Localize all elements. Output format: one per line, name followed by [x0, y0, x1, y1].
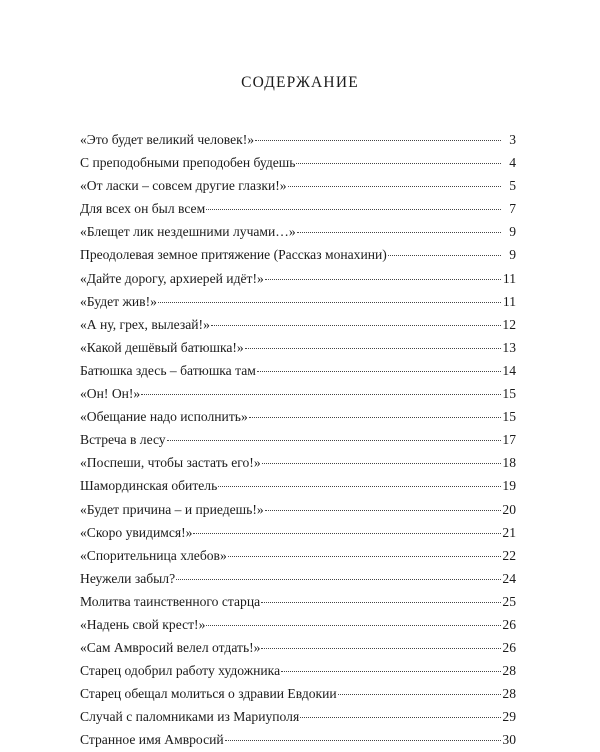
toc-entry-title: «Спорительница хлебов»: [80, 547, 227, 563]
toc-entry-page-number: 15: [502, 409, 516, 425]
toc-entry-title: «Он! Он!»: [80, 386, 141, 402]
toc-entry: [80, 613, 516, 636]
toc-entry: [80, 220, 516, 243]
toc-entry-page-number: 26: [502, 616, 516, 632]
toc-entry: [80, 336, 516, 359]
dot-leader: [265, 278, 501, 280]
toc-entry: [80, 243, 516, 266]
toc-entry-page-number: 28: [502, 663, 516, 679]
toc-entry-page-number: 30: [502, 732, 516, 748]
dot-leader: [225, 739, 501, 741]
dot-leader: [167, 439, 501, 441]
dot-leader: [158, 301, 501, 303]
toc-entry: [80, 521, 516, 544]
dot-leader: [281, 670, 501, 672]
toc-entry-page-number: 25: [502, 593, 516, 609]
dot-leader: [297, 231, 501, 233]
toc-entry-page-number: 13: [502, 339, 516, 355]
toc-entry-title: «От ласки – совсем другие глазки!»: [80, 178, 287, 194]
toc-entry: [80, 659, 516, 682]
toc-entry-title: Для всех он был всем: [80, 201, 206, 217]
toc-entry: [80, 428, 516, 451]
dot-leader: [211, 324, 501, 326]
toc-entry-page-number: 19: [502, 478, 516, 494]
toc-entry-page-number: 26: [502, 640, 516, 656]
toc-entry-title: Неужели забыл?: [80, 570, 176, 586]
toc-entry-page-number: 29: [502, 709, 516, 725]
toc-entry-title: «Сам Амвросий велел отдать!»: [80, 640, 261, 656]
toc-entry-title: «Надень свой крест!»: [80, 616, 206, 632]
toc-entry-page-number: 4: [509, 155, 516, 171]
dot-leader: [206, 208, 501, 210]
toc-entry-page-number: 12: [502, 316, 516, 332]
toc-entry-title: «Блещет лик нездешними лучами…»: [80, 224, 296, 240]
dot-leader: [261, 601, 501, 603]
page-title: СОДЕРЖАНИЕ: [241, 74, 359, 91]
toc-entry-page-number: 15: [502, 386, 516, 402]
toc-entry-title: «Обещание надо исполнить»: [80, 409, 248, 425]
dot-leader: [176, 578, 501, 580]
toc-entry-title: «Будет причина – и приедешь!»: [80, 501, 264, 517]
toc-entry-page-number: 9: [509, 224, 516, 240]
toc-entry-page-number: 9: [509, 247, 516, 263]
toc-entry-title: Старец обещал молиться о здравии Евдокии: [80, 686, 337, 702]
toc-entry-page-number: 24: [502, 570, 516, 586]
toc-entry-page-number: 7: [509, 201, 516, 217]
toc-entry-title: С преподобными преподобен будешь: [80, 155, 296, 171]
toc-entry-page-number: 14: [502, 362, 516, 378]
toc-entry-title: Встреча в лесу: [80, 432, 166, 448]
dot-leader: [193, 532, 501, 534]
toc-entry: [80, 567, 516, 590]
toc-entry-title: «Поспеши, чтобы застать его!»: [80, 455, 261, 471]
dot-leader: [338, 693, 501, 695]
toc-entry: [80, 174, 516, 197]
dot-leader: [388, 254, 501, 256]
toc-entry-title: «Какой дешёвый батюшка!»: [80, 339, 244, 355]
toc-entry: [80, 290, 516, 313]
dot-leader: [255, 139, 501, 141]
toc-entry: [80, 359, 516, 382]
dot-leader: [300, 716, 501, 718]
toc-entry: [80, 474, 516, 497]
toc-entry: [80, 682, 516, 705]
toc-entry: [80, 382, 516, 405]
toc-entry-page-number: 21: [502, 524, 516, 540]
toc-entry-page-number: 28: [502, 686, 516, 702]
toc-entry-title: «Дайте дорогу, архиерей идёт!»: [80, 270, 264, 286]
toc-entry: [80, 590, 516, 613]
toc-entry: [80, 405, 516, 428]
toc-entry-title: Шамординская обитель: [80, 478, 218, 494]
toc-entry-title: Молитва таинственного старца: [80, 593, 261, 609]
toc-entry: [80, 151, 516, 174]
toc-entry-page-number: 11: [502, 270, 516, 286]
toc-entry: [80, 197, 516, 220]
toc-entry-page-number: 20: [502, 501, 516, 517]
toc-entry: [80, 728, 516, 751]
toc-entry-title: Батюшка здесь – батюшка там: [80, 362, 256, 378]
dot-leader: [296, 162, 501, 164]
toc-entry: [80, 705, 516, 728]
toc-entry: [80, 451, 516, 474]
toc-entry: [80, 313, 516, 336]
toc-entry: [80, 636, 516, 659]
toc-entry: [80, 498, 516, 521]
toc-entry-title: «Будет жив!»: [80, 293, 157, 309]
toc-entry: [80, 128, 516, 151]
toc-entry: [80, 544, 516, 567]
toc-entry-title: «Скоро увидимся!»: [80, 524, 193, 540]
dot-leader: [262, 462, 501, 464]
toc-entry-title: «Это будет великий человек!»: [80, 132, 255, 147]
dot-leader: [257, 370, 501, 372]
toc-entry-title: Преодолевая земное притяжение (Рассказ монахини): [80, 247, 387, 263]
dot-leader: [288, 185, 501, 187]
dot-leader: [261, 647, 501, 649]
toc-entry-page-number: 18: [502, 455, 516, 471]
toc-entry-title: Случай с паломниками из Мариуполя: [80, 709, 300, 725]
toc-entry-title: «А ну, грех, вылезай!»: [80, 316, 210, 332]
dot-leader: [141, 393, 501, 395]
dot-leader: [249, 416, 501, 418]
toc-entry-page-number: 3: [509, 132, 516, 147]
dot-leader: [265, 509, 501, 511]
toc-entry-page-number: 5: [509, 178, 516, 194]
toc-entry: [80, 267, 516, 290]
dot-leader: [228, 555, 501, 557]
toc-entry-page-number: 11: [502, 293, 516, 309]
toc-entry-title: Странное имя Амвросий: [80, 732, 224, 748]
dot-leader: [218, 485, 501, 487]
toc-entry-title: Старец одобрил работу художника: [80, 663, 281, 679]
table-of-contents: [80, 128, 516, 752]
toc-entry-page-number: 22: [502, 547, 516, 563]
dot-leader: [245, 347, 501, 349]
toc-entry-page-number: 17: [502, 432, 516, 448]
dot-leader: [206, 624, 501, 626]
